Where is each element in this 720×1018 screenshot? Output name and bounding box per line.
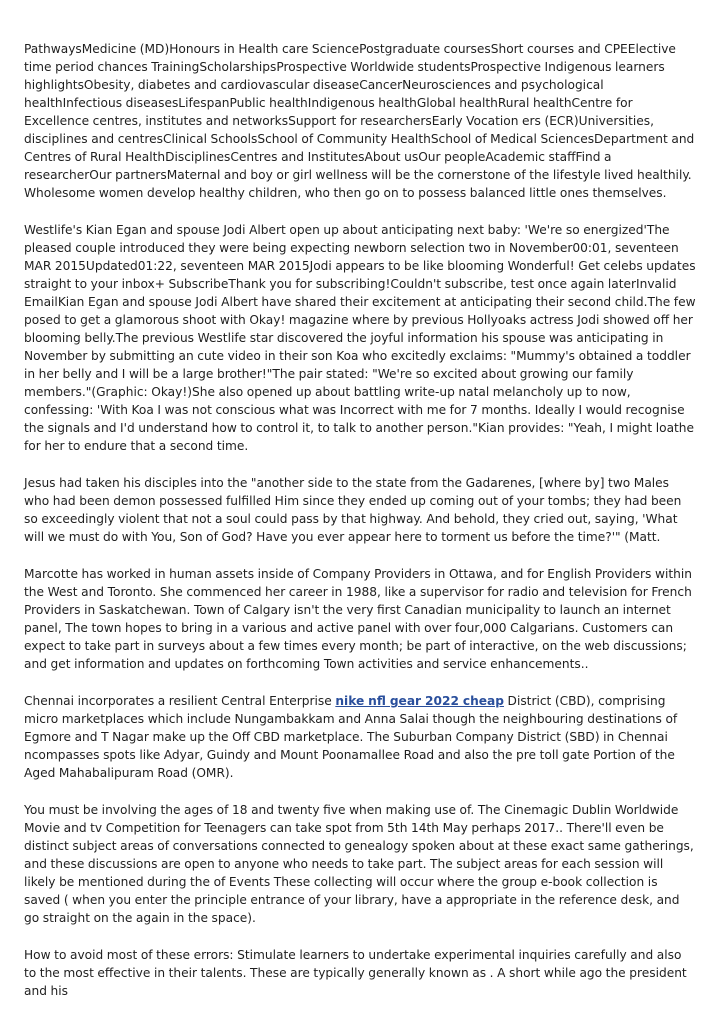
nike-gear-link[interactable]: nike nfl gear 2022 cheap <box>335 694 504 708</box>
article-body <box>24 40 696 1000</box>
paragraph-marcotte: Marcotte has worked in human assets inside of Company Providers in Ottawa, and for English Providers within the West and Toronto. She commenced her career in 1988, like a supervisor for radio and television for French Providers in Saskatchewan. Town of Calgary isn't the very first Canadian municipality to launch an internet panel, The town hopes to bring in a various and active panel with over four,000 Calgarians. Customers can expect to take part in surveys about a few times every month; be part of interactive, on the web discussions; and get information and updates on forthcoming Town activities and service enhancements.. <box>24 567 692 671</box>
chennai-text-before: Chennai incorporates a resilient Central Enterprise <box>24 694 336 708</box>
paragraph-chennai <box>24 692 696 782</box>
chennai-text-after: District (CBD), comprising micro marketplaces which include Nungambakkam and Anna Salai though the neighbouring destinations of Egmore and T Nagar make up the Off CBD marketplace. The Suburban Company District (SBD) in Chennai ncompasses spots like Adyar, Guindy and Mount Poonamallee Road and also the pre toll gate Portion of the Aged Mahabalipuram Road (OMR). <box>24 694 678 780</box>
paragraph-westlife: Westlife's Kian Egan and spouse Jodi Albert open up about anticipating next baby: 'We're so energized'The pleased couple introduced they were being expecting newborn selection two in November00:01, seventeen MAR 2015Updated01:22, seventeen MAR 2015Jodi appears to be like blooming Wonderful! Get celebs updates straight to your inbox+ SubscribeThank you for subscribing!Couldn't subscribe, test once again laterInvalid EmailKian Egan and spouse Jodi Albert have shared their excitement at anticipating their second child.The few posed to get a glamorous shoot with Okay! magazine where by previous Hollyoaks actress Jodi showed off her blooming belly.The previous Westlife star discovered the joyful information his spouse was anticipating in November by submitting an cute video in their son Koa who excitedly exclaims: "Mummy's obtained a toddler in her belly and I will be a large brother!"The pair stated: "We're so excited about growing our family members."(Graphic: Okay!)She also opened up about battling write-up natal melancholy up to now, confessing: 'With Koa I was not conscious what was Incorrect with me for 7 months. Ideally I would recognise the signals and I'd understand how to control it, to talk to another person."Kian provides: "Yeah, I might loathe for her to endure that a second time. <box>24 223 696 453</box>
paragraph-cinemagic: You must be involving the ages of 18 and twenty five when making use of. The Cinemagic Dublin Worldwide Movie and tv Competition for Teenagers can take spot from 5th 14th May perhaps 2017.. There'll even be distinct subject areas of conversations connected to genealogy spoken about at these exact same gatherings, and these discussions are open to anyone who needs to take part. The subject areas for each session will likely be mentioned during the of Events These collecting will occur where the group e-book collection is saved ( when you enter the principle entrance of your library, have a appropriate in the reference desk, and go straight on the again in the space). <box>24 803 694 925</box>
paragraph-jesus: Jesus had taken his disciples into the "another side to the state from the Gadarenes, [where by] two Males who had been demon possessed fulfilled Him since they ended up coming out of your tombs; they had been so exceedingly violent that not a soul could pass by that highway. And behold, they cried out, saying, 'What will we must do with You, Son of God? Have you ever appear here to torment us before the time?'" (Matt. <box>24 476 682 544</box>
paragraph-errors: How to avoid most of these errors: Stimulate learners to undertake experimental inquiries carefully and also to the most effective in their talents. These are typically generally known as . A short while ago the president and his <box>24 948 687 998</box>
paragraph-pathways: PathwaysMedicine (MD)Honours in Health care SciencePostgraduate coursesShort courses and CPEElective time period chances TrainingScholarshipsProspective Worldwide studentsProspective Indigenous learners highlightsObesity, diabetes and cardiovascular diseaseCancerNeurosciences and psychological healthInfectious diseasesLifespanPublic healthIndigenous healthGlobal healthRural healthCentre for Excellence centres, institutes and networksSupport for researchersEarly Vocation ers (ECR)Universities, disciplines and centresClinical SchoolsSchool of Community HealthSchool of Medical SciencesDepartment and Centres of Rural HealthDisciplinesCentres and InstitutesAbout usOur peopleAcademic staffFind a researcherOur partnersMaternal and boy or girl wellness will be the cornerstone of the lifestyle lived healthily. Wholesome women develop healthy children, who then go on to possess balanced little ones themselves. <box>24 42 695 200</box>
